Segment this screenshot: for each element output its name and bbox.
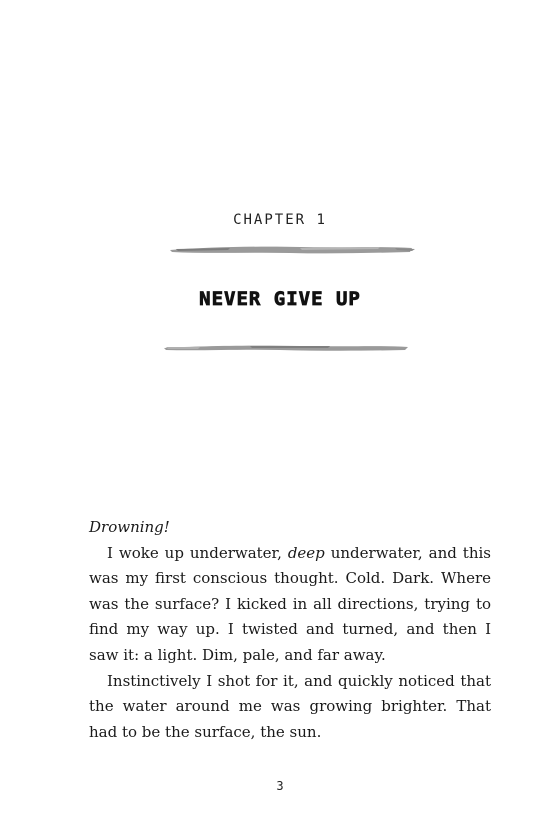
chapter-body	[89, 515, 491, 745]
paragraph-1-end: underwater, and this was my first conscious thought. Cold. Dark. Where was the surface? I kicked in all directions, trying to find my way up. I twisted and turned, and then I saw it: a light. Dim, pale, and far away.	[89, 543, 491, 664]
brush-stroke-top	[0, 243, 560, 257]
page-number: 3	[276, 779, 284, 793]
brush-stroke-bottom	[0, 341, 560, 355]
chapter-title: NEVER GIVE UP	[199, 288, 361, 310]
chapter-label: CHAPTER 1	[233, 212, 327, 228]
paragraph-2: Instinctively I shot for it, and quickly noticed that the water around me was growing brighter. That had to be the surface, the sun.	[89, 671, 491, 741]
paragraph-1	[89, 541, 491, 669]
opening-line: Drowning!	[89, 518, 170, 536]
emphasis-deep: deep	[287, 543, 325, 562]
paragraph-1-start: I woke up underwater,	[107, 543, 288, 562]
